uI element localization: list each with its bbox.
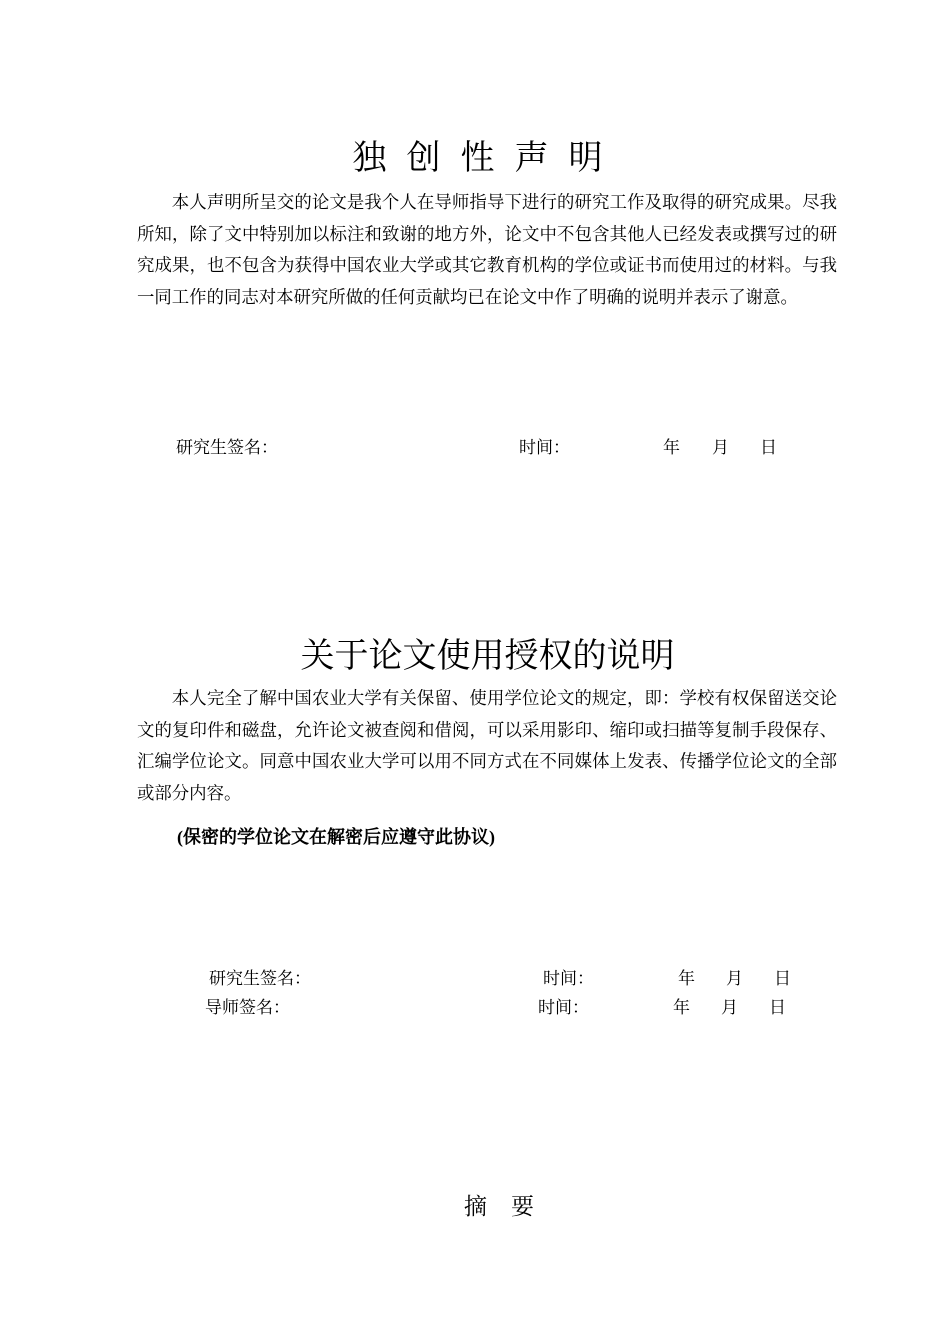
- authorization-advisor-month-label: 月: [721, 998, 738, 1018]
- authorization-advisor-year-label: 年: [673, 998, 690, 1018]
- declaration-title: 独创性声明: [352, 138, 623, 178]
- declaration-paragraph: 本人声明所呈交的论文是我个人在导师指导下进行的研究工作及取得的研究成果。尽我所知，除了文中特别加以标注和致谢的地方外，论文中不包含其他人已经发表或撰写过的研究成果，也不包含为获得中国农业大学或其它教育机构的学位或证书而使用过的材料。与我一同工作的同志对本研究所做的任何贡献均已在论文中作了明确的说明并表示了谢意。: [137, 193, 837, 308]
- declaration-day-label: 日: [760, 438, 777, 458]
- authorization-advisor-day-label: 日: [769, 998, 786, 1018]
- authorization-advisor-signature-label: 导师签名：: [205, 998, 290, 1018]
- authorization-student-month-label: 月: [726, 969, 743, 989]
- authorization-student-day-label: 日: [774, 969, 791, 989]
- declaration-time-label: 时间：: [519, 438, 570, 458]
- declaration-year-label: 年: [663, 438, 680, 458]
- authorization-student-time-label: 时间：: [543, 969, 594, 989]
- authorization-advisor-time-label: 时间：: [538, 998, 589, 1018]
- abstract-title: 摘要: [464, 1194, 558, 1220]
- declaration-month-label: 月: [712, 438, 729, 458]
- confidentiality-note: (保密的学位论文在解密后应遵守此协议): [177, 827, 495, 847]
- authorization-student-year-label: 年: [678, 969, 695, 989]
- authorization-paragraph: 本人完全了解中国农业大学有关保留、使用学位论文的规定，即：学校有权保留送交论文的复印件和磁盘，允许论文被查阅和借阅，可以采用影印、缩印或扫描等复制手段保存、汇编学位论文。同意中国农业大学可以用不同方式在不同媒体上发表、传播学位论文的全部或部分内容。: [137, 689, 837, 804]
- authorization-student-signature-label: 研究生签名：: [209, 969, 311, 989]
- authorization-title: 关于论文使用授权的说明: [300, 636, 675, 676]
- declaration-signature-label: 研究生签名：: [176, 438, 278, 458]
